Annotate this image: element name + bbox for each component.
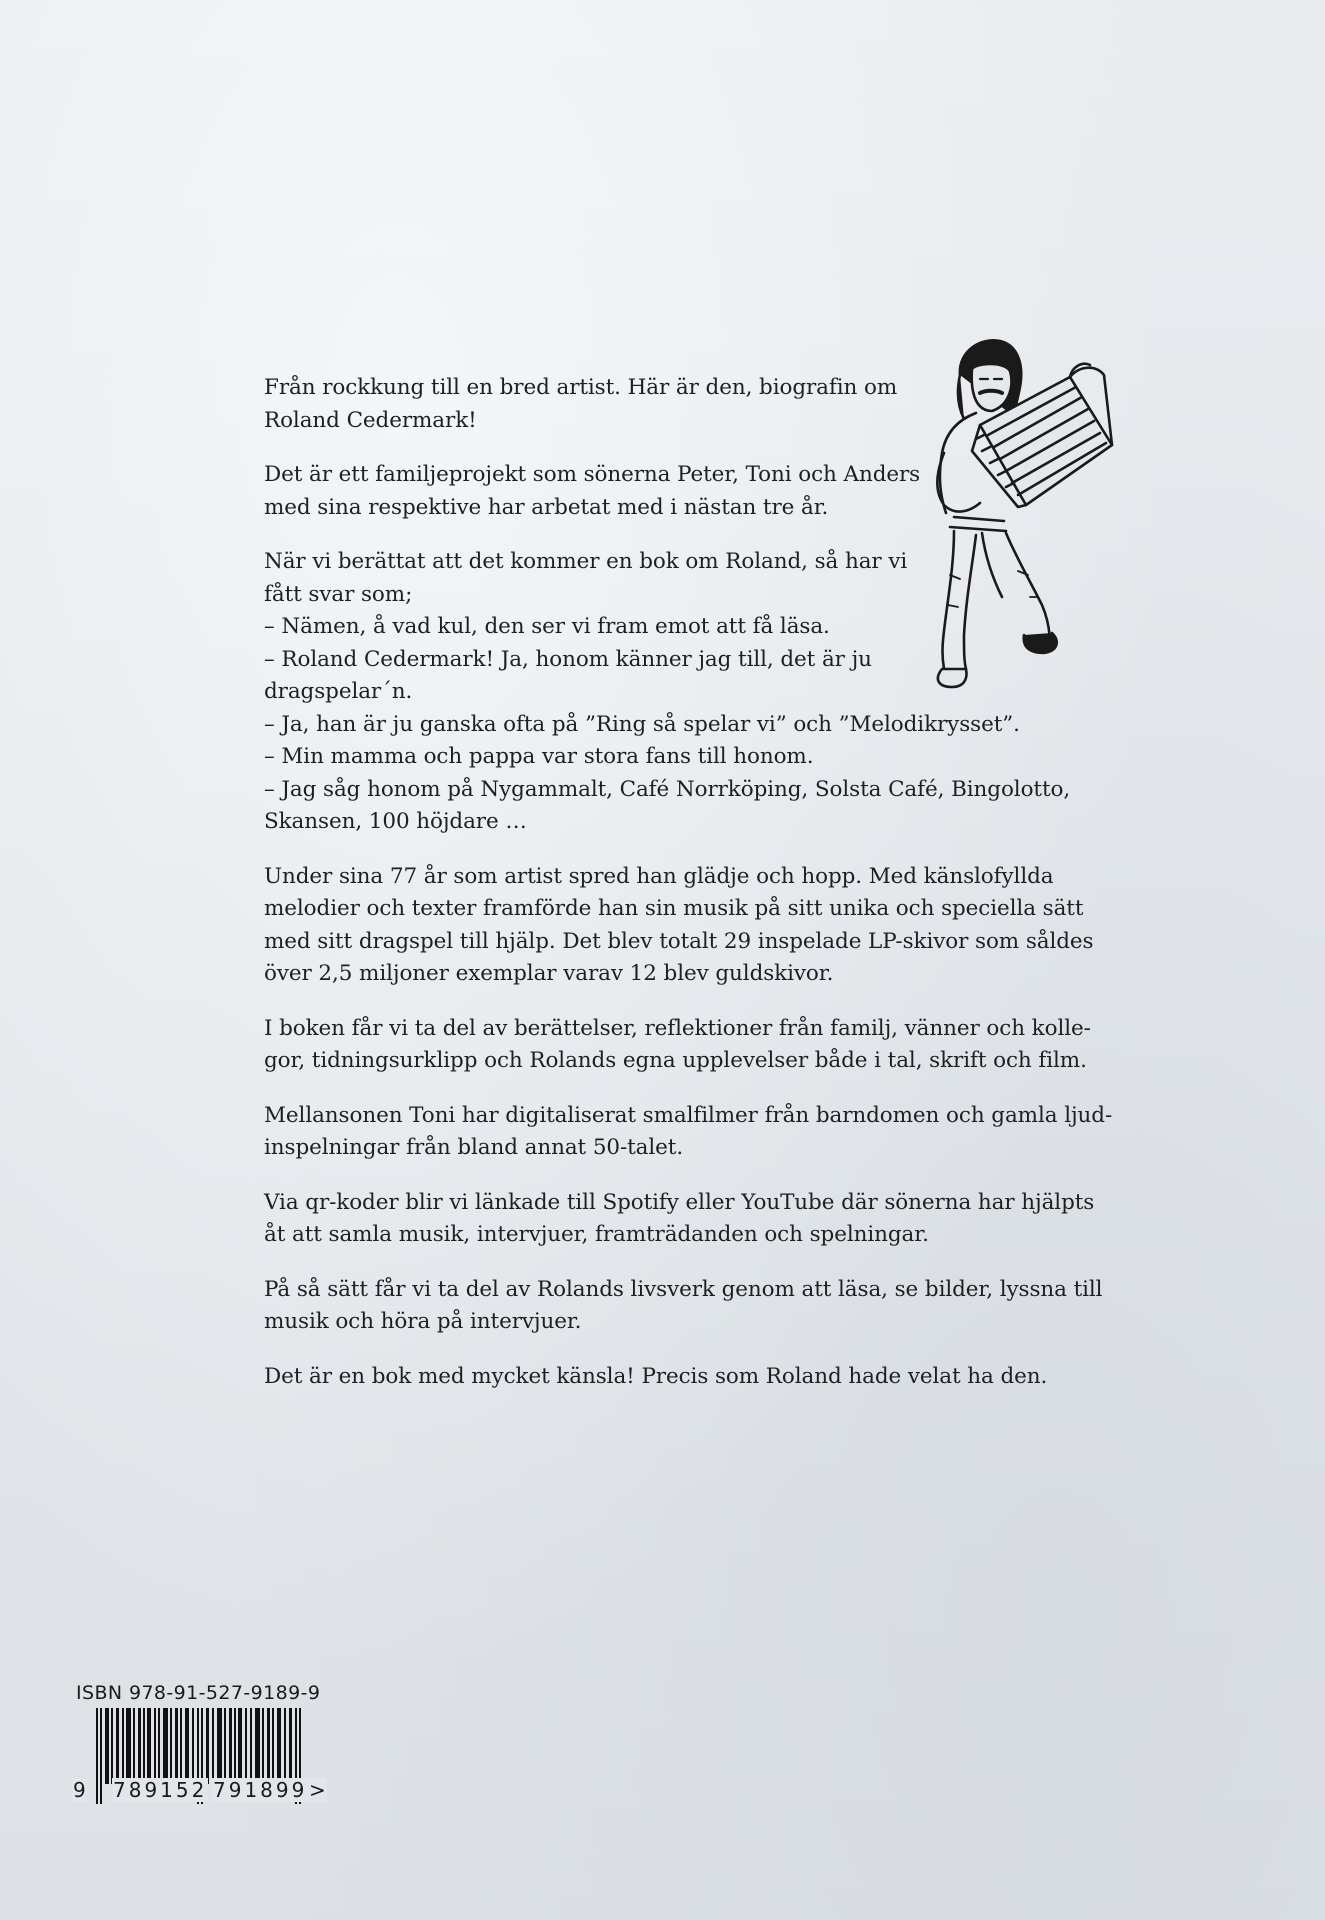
text-line: – Min mamma och pappa var stora fans till honom. — [264, 744, 814, 769]
text-line: Mellansonen Toni har digitaliserat smalfilmer från barndomen och gamla ljud- — [264, 1102, 1113, 1128]
text-line: I boken får vi ta del av berättelser, reflektioner från familj, vänner och kolle- — [264, 1015, 1091, 1041]
barcode-quiet-zone-marker: > — [309, 1778, 326, 1802]
text-line: Via qr-koder blir vi länkade till Spotify eller YouTube där sönerna har hjälpts — [264, 1189, 1095, 1215]
text-line: – Jag såg honom på Nygammalt, Café Norrköping, Solsta Café, Bingolotto, — [264, 776, 1071, 802]
text-line: – Roland Cedermark! Ja, honom känner jag till, det är ju — [264, 646, 872, 672]
text-line: – Nämen, å vad kul, den ser vi fram emot att få läsa. — [264, 614, 830, 639]
text-line: – Ja, han är ju ganska ofta på ”Ring så spelar vi” och ”Melodikrysset”. — [264, 711, 1020, 737]
paragraph — [264, 861, 1124, 991]
text-line: åt att samla musik, intervjuer, framträdanden och spelningar. — [264, 1222, 929, 1247]
text-line: Från rockkung till en bred artist. Här är den, biografin om — [264, 375, 898, 400]
text-line: fått svar som; — [264, 581, 413, 607]
text-line: Under sina 77 år som artist spred han glädje och hopp. Med känslofyllda — [264, 863, 1054, 889]
text-line: dragspelar´n. — [264, 679, 413, 704]
text-line: musik och höra på intervjuer. — [264, 1309, 582, 1334]
text-line: På så sätt får vi ta del av Rolands livsverk genom att läsa, se bilder, lyssna till — [264, 1276, 1103, 1302]
barcode-digits-left: 789152 — [113, 1778, 208, 1802]
paragraph — [264, 1187, 1124, 1252]
text-line: Det är ett familjeprojekt som sönerna Peter, Toni och Anders — [264, 462, 921, 487]
text-line: med sitt dragspel till hjälp. Det blev totalt 29 inspelade LP-skivor som såldes — [264, 928, 1094, 954]
text-line: Det är en bok med mycket känsla! Precis som Roland hade velat ha den. — [264, 1363, 1048, 1389]
accordion-player-illustration — [920, 335, 1130, 690]
text-line: melodier och texter framförde han sin musik på sitt unika och speciella sätt — [264, 896, 1084, 921]
text-line: över 2,5 miljoner exemplar varav 12 blev guldskivor. — [264, 961, 834, 986]
isbn-label: ISBN 978-91-527-9189-9 — [76, 1682, 321, 1704]
text-line: med sina respektive har arbetat med i nästan tre år. — [264, 494, 829, 520]
barcode-digit-first: 9 — [73, 1778, 86, 1802]
barcode-digits — [72, 1778, 332, 1802]
text-line: gor, tidningsurklipp och Rolands egna upplevelser både i tal, skrift och film. — [264, 1048, 1087, 1073]
paragraph — [264, 1361, 1124, 1394]
paragraph — [264, 1274, 1124, 1339]
paragraph — [264, 1013, 1124, 1078]
paragraph — [264, 1100, 1124, 1165]
text-line: inspelningar från bland annat 50-talet. — [264, 1135, 684, 1160]
text-line: Skansen, 100 höjdare … — [264, 809, 527, 834]
text-line: När vi berättat att det kommer en bok om Roland, så har vi — [264, 549, 908, 574]
text-line: Roland Cedermark! — [264, 407, 477, 433]
barcode-digits-right: 791899 — [213, 1778, 308, 1802]
